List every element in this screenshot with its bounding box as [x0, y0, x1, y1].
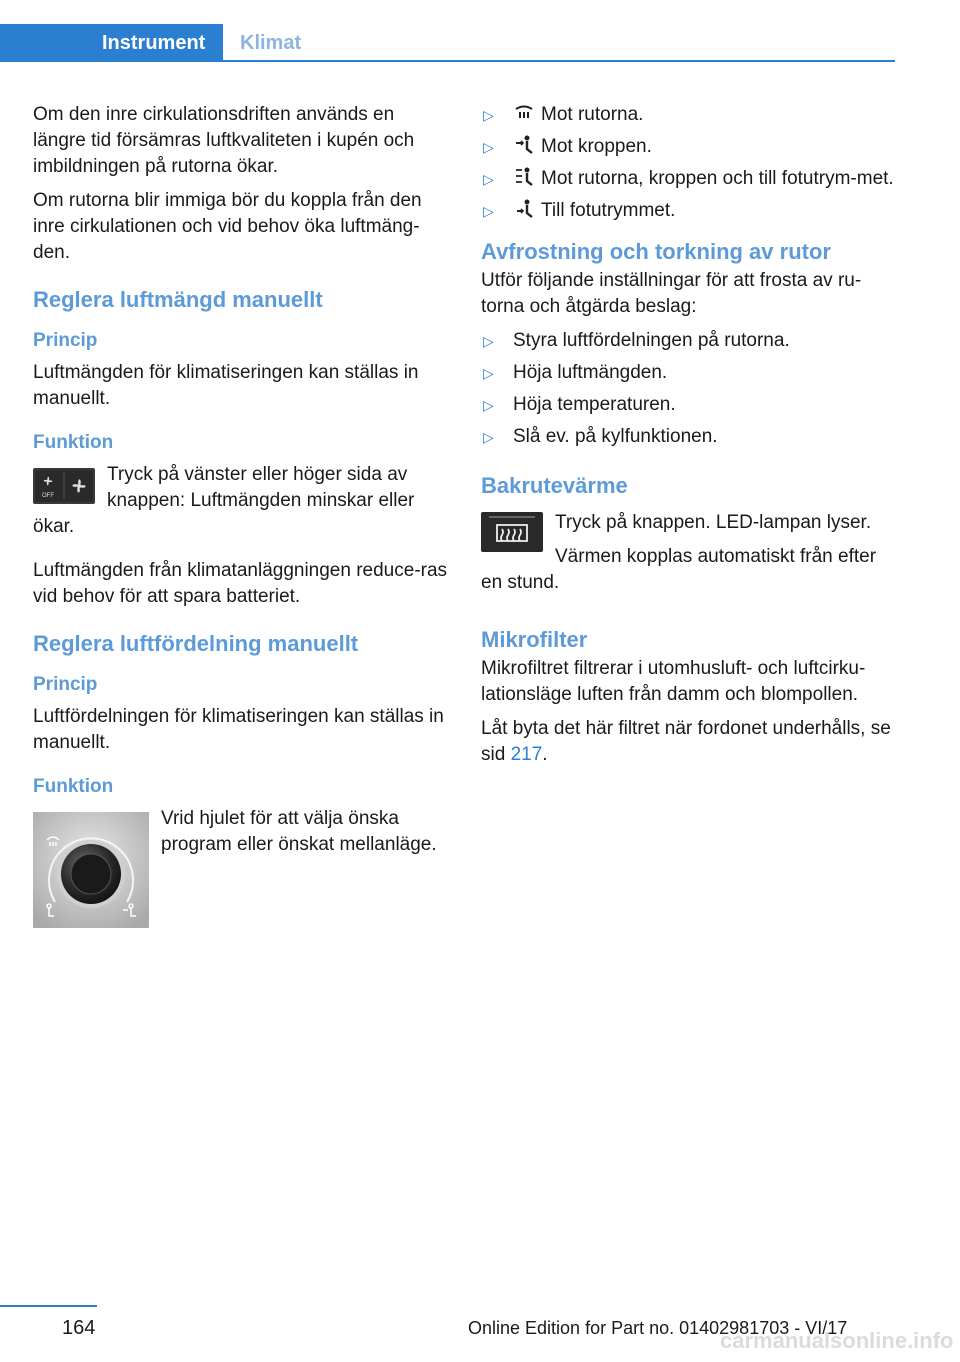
body-airflow-icon	[513, 135, 535, 155]
principle-text-2: Luftfördelningen för klimatiseringen kan ställas in manuellt.	[33, 706, 444, 753]
heading-function-1: Funktion	[33, 432, 114, 453]
intro-paragraph-1: Om den inre cirkulationsdriften används en längre tid försämras luftkvaliteten i kupén och imbildningen på rutorna ökar.	[33, 104, 415, 177]
heading-principle-2: Princip	[33, 674, 98, 695]
distribution-list	[481, 102, 896, 224]
triangle-bullet-icon: ▷	[483, 429, 494, 445]
heading-principle-1: Princip	[33, 330, 98, 351]
triangle-bullet-icon: ▷	[483, 333, 494, 349]
triangle-bullet-icon: ▷	[483, 139, 494, 155]
page-number: 164	[62, 1317, 96, 1339]
list-item	[481, 328, 896, 354]
triangle-bullet-icon: ▷	[483, 107, 494, 123]
distribution-item-text: Till fotutrymmet.	[541, 200, 676, 221]
rear-heating-text-2: Värmen kopplas automatiskt från efter en stund.	[481, 546, 877, 593]
microfilter-text-2	[481, 716, 896, 768]
section-title-microfilter: Mikrofilter	[481, 627, 588, 652]
list-item	[481, 198, 896, 224]
page-reference-link[interactable]: 217	[510, 744, 543, 765]
tab-klimat[interactable]: Klimat	[240, 32, 302, 54]
microfilter-text-1: Mikrofiltret filtrerar i utomhusluft- och luftcirku-lationsläge luften från damm och blompollen.	[481, 658, 866, 705]
list-item	[481, 102, 896, 128]
principle-text-1: Luftmängden för klimatiseringen kan ställas in manuellt.	[33, 362, 419, 409]
heading-function-2: Funktion	[33, 776, 114, 797]
list-item	[481, 134, 896, 160]
function-text-1: Tryck på vänster eller höger sida av knappen: Luftmängden minskar eller ökar.	[33, 464, 415, 537]
rear-heating-text-1: Tryck på knappen. LED-lampan lyser.	[555, 512, 872, 533]
windshield-airflow-icon	[513, 103, 535, 123]
list-item	[481, 424, 896, 450]
distribution-item-text: Mot kroppen.	[541, 136, 652, 157]
list-item	[481, 360, 896, 386]
section-title-defrost: Avfrostning och torkning av rutor	[481, 239, 831, 264]
feet-airflow-icon	[513, 199, 535, 219]
intro-paragraph-2: Om rutorna blir immiga bör du koppla från den inre cirkulationen och vid behov öka luftmäng-den.	[33, 190, 422, 263]
edition-footer: Online Edition for Part no. 01402981703 - VI/17	[468, 1318, 848, 1338]
defrost-item-text: Slå ev. på kylfunktionen.	[513, 426, 718, 447]
tab-instrument[interactable]: Instrument	[0, 24, 223, 62]
section-title-air-distribution: Reglera luftfördelning manuellt	[33, 631, 359, 656]
distribution-dial-image	[33, 812, 149, 928]
footer-rule	[0, 1305, 97, 1307]
function-text-2: Vrid hjulet för att välja önska program eller önskat mellanläge.	[161, 808, 437, 855]
triangle-bullet-icon: ▷	[483, 365, 494, 381]
microfilter-text-2-suffix: .	[542, 744, 548, 765]
tab-underline	[0, 60, 895, 62]
defrost-intro: Utför följande inställningar för att frosta av ru-torna och åtgärda beslag:	[481, 270, 862, 317]
right-column	[481, 102, 896, 776]
triangle-bullet-icon: ▷	[483, 171, 494, 187]
triangle-bullet-icon: ▷	[483, 397, 494, 413]
section-title-rear-window-heating: Bakrutevärme	[481, 473, 628, 498]
list-item	[481, 166, 896, 192]
triangle-bullet-icon: ▷	[483, 203, 494, 219]
fan-off-label: OFF	[42, 493, 54, 499]
left-column	[33, 102, 448, 934]
rear-window-heating-button-image	[481, 512, 543, 552]
microfilter-text-2-prefix: Låt byta det här filtret när fordonet underhålls, se sid	[481, 718, 891, 765]
watermark: carmanualsonline.info	[720, 1328, 954, 1353]
chapter-tab-bar	[0, 24, 895, 62]
fan-button-image	[33, 468, 95, 504]
defrost-list	[481, 328, 896, 450]
battery-note: Luftmängden från klimatanläggningen reduce-ras vid behov för att spara batteriet.	[33, 560, 448, 607]
defrost-item-text: Höja temperaturen.	[513, 394, 676, 415]
list-item	[481, 392, 896, 418]
distribution-item-text: Mot rutorna.	[541, 104, 644, 125]
defrost-item-text: Styra luftfördelningen på rutorna.	[513, 330, 790, 351]
windshield-body-feet-airflow-icon	[513, 167, 535, 187]
section-title-air-volume: Reglera luftmängd manuellt	[33, 287, 323, 312]
distribution-item-text: Mot rutorna, kroppen och till fotutrym-met.	[541, 168, 894, 189]
defrost-item-text: Höja luftmängden.	[513, 362, 668, 383]
